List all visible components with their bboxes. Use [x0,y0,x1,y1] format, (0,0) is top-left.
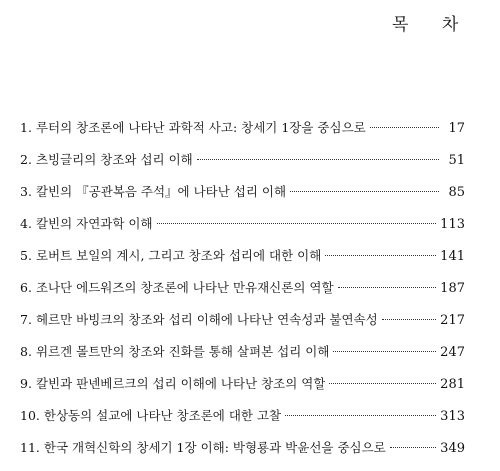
toc-entry-number: 3. [20,184,32,199]
page-title: 목 차 [392,15,473,35]
dot-leader [329,383,436,384]
dot-leader [325,255,436,256]
dot-leader [333,351,436,352]
toc-entry-number: 9. [20,376,32,391]
toc-entry-page-number: 85 [448,185,465,200]
toc-list [20,112,465,464]
toc-entry-number: 6. [20,280,32,295]
toc-entry[interactable] [20,304,465,336]
toc-entry-title: 로버트 보일의 계시, 그리고 창조와 섭리에 대한 이해 [35,248,322,263]
toc-entry[interactable] [20,400,465,432]
dot-leader [390,447,436,448]
toc-entry[interactable] [20,272,465,304]
toc-entry-page-number: 349 [440,441,465,456]
dot-leader [382,319,436,320]
toc-entry-title: 한상동의 설교에 나타난 창조론에 대한 고찰 [43,408,282,423]
dot-leader [157,223,437,224]
dot-leader [290,191,439,192]
toc-entry-number: 10. [20,408,40,423]
toc-entry-page-number: 141 [440,249,465,264]
toc-entry-number: 11. [20,440,40,455]
toc-entry[interactable] [20,176,465,208]
toc-entry[interactable] [20,208,465,240]
toc-entry-title: 루터의 창조론에 나타난 과학적 사고: 창세기 1장을 중심으로 [35,120,366,135]
toc-entry-page-number: 17 [448,121,465,136]
toc-entry-page-number: 113 [440,217,465,232]
toc-entry-title: 칼빈과 판넨베르크의 섭리 이해에 나타난 창조의 역할 [35,376,326,391]
toc-entry-title: 헤르만 바빙크의 창조와 섭리 이해에 나타난 연속성과 불연속성 [35,312,378,327]
toc-entry-page-number: 51 [448,153,465,168]
toc-entry-title: 츠빙글리의 창조와 섭리 이해 [35,152,193,167]
toc-entry-title: 칼빈의 자연과학 이해 [35,216,153,231]
toc-entry[interactable] [20,144,465,176]
toc-entry-number: 5. [20,248,32,263]
toc-entry-title: 칼빈의 『공관복음 주석』에 나타난 섭리 이해 [35,184,287,199]
toc-entry[interactable] [20,432,465,464]
toc-entry-page-number: 247 [440,345,465,360]
toc-entry-title: 위르겐 몰트만의 창조와 진화를 통해 살펴본 섭리 이해 [35,344,330,359]
toc-entry[interactable] [20,240,465,272]
toc-entry-number: 8. [20,344,32,359]
toc-entry-title: 한국 개혁신학의 창세기 1장 이해: 박형룡과 박윤선을 중심으로 [43,440,386,455]
toc-entry-title: 조나단 에드워즈의 창조론에 나타난 만유재신론의 역할 [35,280,334,295]
toc-entry-number: 7. [20,312,32,327]
dot-leader [197,159,439,160]
toc-entry-page-number: 187 [440,281,465,296]
toc-entry[interactable] [20,112,465,144]
toc-entry-page-number: 313 [440,409,465,424]
toc-entry-number: 2. [20,152,32,167]
toc-entry-number: 1. [20,120,32,135]
toc-entry-page-number: 217 [440,313,465,328]
toc-entry[interactable] [20,336,465,368]
dot-leader [338,287,437,288]
dot-leader [370,127,439,128]
dot-leader [285,415,436,416]
toc-entry-page-number: 281 [440,377,465,392]
toc-entry-number: 4. [20,216,32,231]
toc-entry[interactable] [20,368,465,400]
